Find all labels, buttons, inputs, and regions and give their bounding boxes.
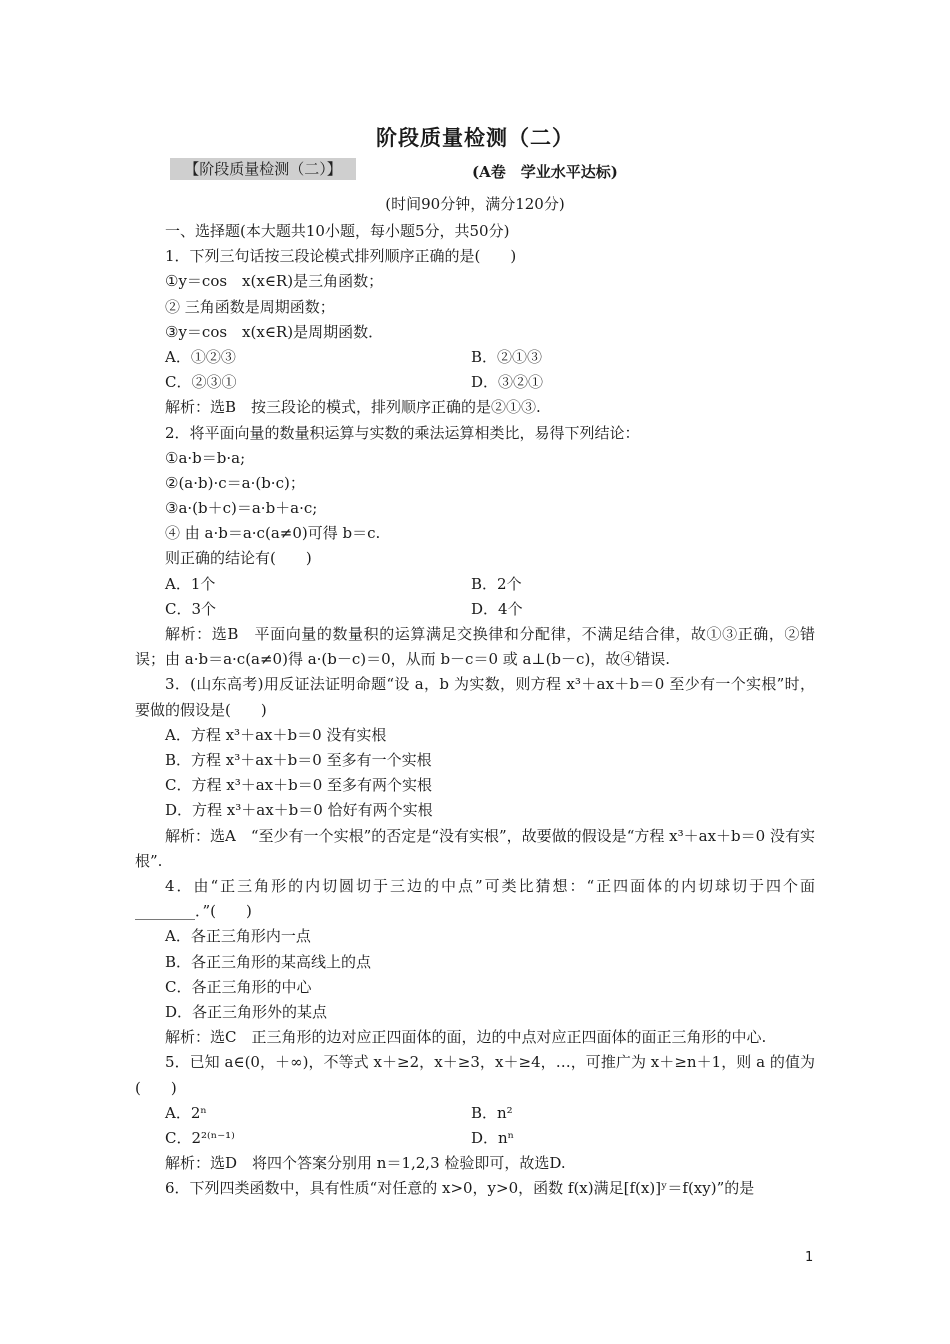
q5-options-row-2 — [135, 1126, 815, 1151]
q2-statement-1: ①a·b＝b·a; — [165, 448, 246, 467]
time-info: (时间90分钟，满分120分) — [385, 195, 565, 213]
q2-question: 则正确的结论有( ) — [165, 549, 312, 568]
q5-option-a: A．2ⁿ — [165, 1103, 207, 1122]
q3-stem: 3．(山东高考)用反证法证明命题“设 a，b 为实数，则方程 x³＋ax＋b＝0 至少有一个实根”时，要做的假设是( ) — [135, 675, 815, 719]
section-tag: 【阶段质量检测（二）】 — [170, 158, 356, 180]
q1-statement-1: ①y＝cos x(x∈R)是三角函数； — [165, 272, 384, 291]
q1-analysis: 解析：选B 按三段论的模式，排列顺序正确的是②①③. — [165, 398, 541, 417]
q5-option-b: B．n² — [471, 1103, 513, 1122]
q2-analysis: 解析：选B 平面向量的数量积的运算满足交换律和分配律，不满足结合律，故①③正确，②错误；由 a·b＝a·c(a≠0)得 a·(b－c)＝0，从而 b－c＝0 或 a⊥(b－c)，故④错误. — [135, 625, 815, 669]
q2-statement-3: ③a·(b＋c)＝a·b＋a·c; — [165, 499, 318, 518]
q2-option-d: D．4个 — [471, 599, 523, 618]
q5-option-c: C．2²⁽ⁿ⁻¹⁾ — [165, 1128, 235, 1147]
q3-option-b: B．方程 x³＋ax＋b＝0 至多有一个实根 — [165, 751, 432, 769]
q5-analysis: 解析：选D 将四个答案分别用 n＝1,2,3 检验即可，故选D. — [165, 1154, 566, 1173]
q1-option-a: A．①②③ — [165, 347, 236, 366]
q2-option-c: C．3个 — [165, 599, 217, 618]
q1-stem: 1．下列三句话按三段论模式排列顺序正确的是( ) — [165, 247, 517, 266]
q3-option-a: A．方程 x³＋ax＋b＝0 没有实根 — [165, 725, 387, 744]
q5-option-d: D．nⁿ — [471, 1128, 515, 1147]
q5-stem: 5．已知 a∈(0，＋∞)，不等式 x＋≥2，x＋≥3，x＋≥4，…，可推广为 x＋≥n＋1，则 a 的值为( ) — [135, 1053, 815, 1097]
paper-subtitle: (A卷 学业水平达标) — [472, 163, 618, 181]
q2-stem: 2．将平面向量的数量积运算与实数的乘法运算相类比，易得下列结论： — [165, 423, 640, 442]
q2-options-row-1 — [135, 572, 815, 597]
q4-stem: 4．由“正三角形的内切圆切于三边的中点”可类比猜想：“正四面体的内切球切于四个面________．”( ) — [135, 876, 815, 921]
q1-statement-3: ③y＝cos x(x∈R)是周期函数． — [165, 322, 384, 341]
q4-option-c: C．各正三角形的中心 — [165, 977, 312, 996]
document-body — [135, 219, 815, 1201]
q4-option-b: B．各正三角形的某高线上的点 — [165, 952, 372, 971]
section-heading: 一、选择题(本大题共10小题，每小题5分，共50分) — [165, 222, 510, 240]
q3-option-d: D．方程 x³＋ax＋b＝0 恰好有两个实根 — [165, 801, 433, 820]
q1-statement-2: ② 三角函数是周期函数； — [165, 297, 335, 316]
q6-stem: 6．下列四类函数中，具有性质“对任意的 x>0，y>0，函数 f(x)满足[f(x)]ʸ＝f(xy)”的是 — [165, 1179, 755, 1198]
q4-analysis: 解析：选C 正三角形的边对应正四面体的面，边的中点对应正四面体的面正三角形的中心. — [165, 1028, 767, 1047]
q1-options-row-1 — [135, 345, 815, 370]
q3-analysis: 解析：选A “至少有一个实根”的否定是“没有实根”，故要做的假设是“方程 x³＋ax＋b＝0 没有实根”. — [135, 826, 815, 870]
q4-option-a: A．各正三角形内一点 — [165, 927, 311, 946]
q1-option-c: C．②③① — [165, 373, 237, 392]
q2-statement-2: ②(a·b)·c＝a·(b·c)； — [165, 473, 305, 492]
q4-option-d: D．各正三角形外的某点 — [165, 1002, 328, 1021]
page-number: 1 — [805, 1250, 814, 1265]
q1-option-d: D．③②① — [471, 373, 544, 392]
q1-option-b: B．②①③ — [471, 347, 543, 366]
q5-options-row-1 — [135, 1101, 815, 1126]
q2-option-b: B．2个 — [471, 574, 522, 593]
page-title: 阶段质量检测（二） — [376, 126, 574, 150]
q2-options-row-2 — [135, 597, 815, 622]
q3-option-c: C．方程 x³＋ax＋b＝0 至多有两个实根 — [165, 776, 433, 795]
q2-option-a: A．1个 — [165, 574, 216, 593]
q1-options-row-2 — [135, 370, 815, 395]
q2-statement-4: ④ 由 a·b＝a·c(a≠0)可得 b＝c. — [165, 524, 381, 543]
